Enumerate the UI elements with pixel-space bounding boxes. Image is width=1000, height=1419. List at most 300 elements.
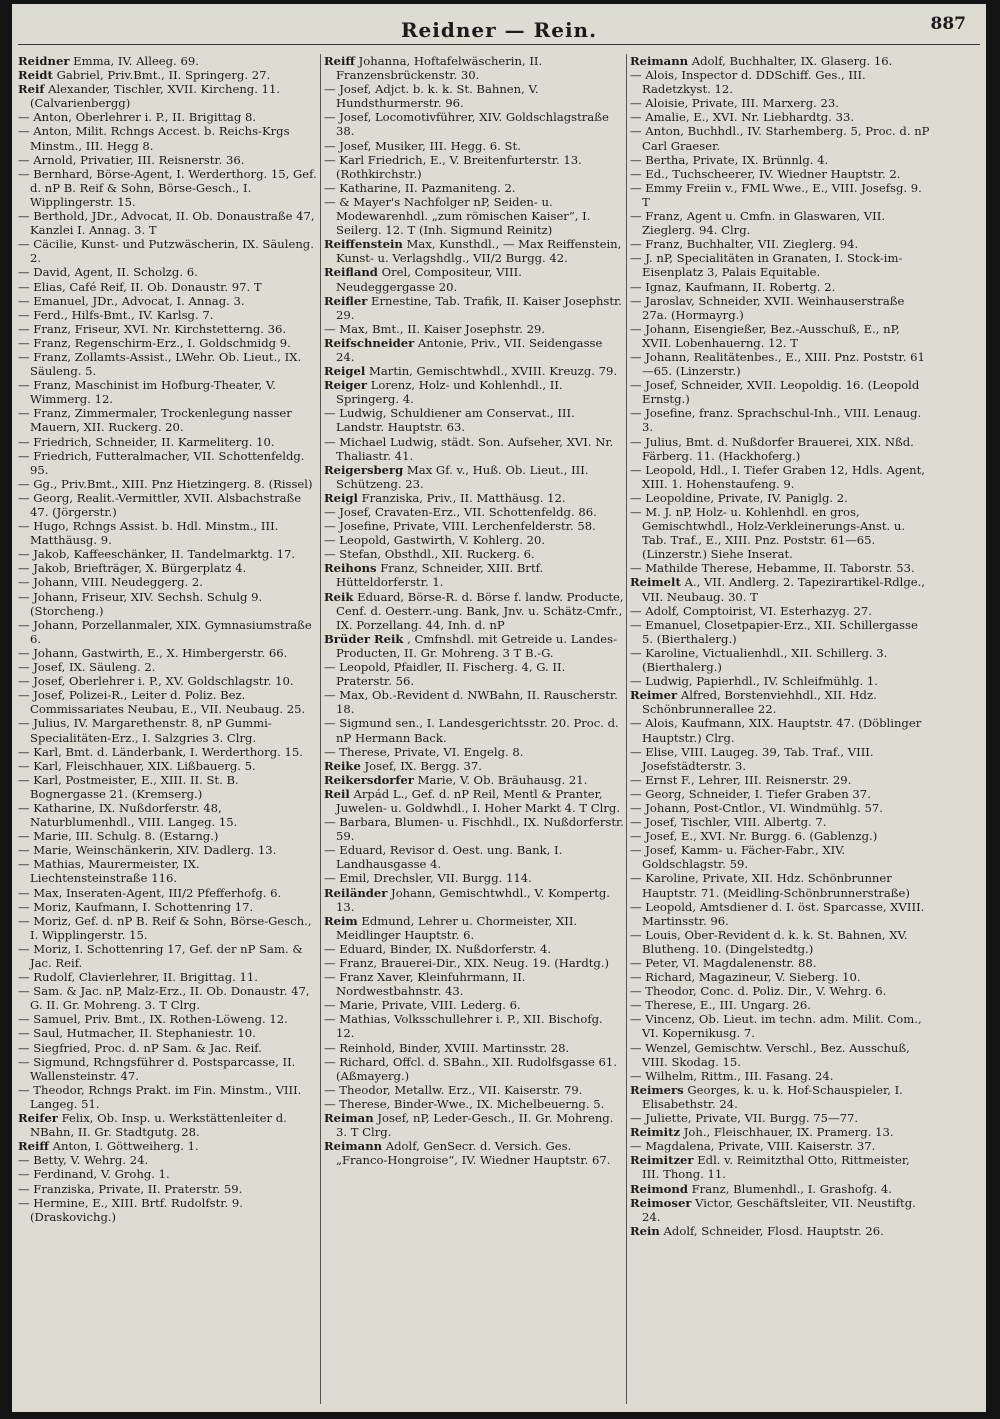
entry-text: — Aloisie, Private, III. Marxerg. 23.: [630, 96, 839, 111]
directory-entry: [324, 632, 624, 660]
directory-entry: [324, 688, 624, 716]
directory-entry: [630, 688, 930, 716]
directory-entry: [324, 406, 624, 434]
entry-text: — Emil, Drechsler, VII. Burgg. 114.: [324, 871, 532, 886]
entry-text: — Marie, Weinschänkerin, XIV. Dadlerg. 13.: [18, 843, 277, 858]
directory-entry: [324, 195, 624, 237]
directory-entry: [324, 1012, 624, 1040]
directory-entry: [18, 449, 318, 477]
directory-entry: [324, 759, 624, 773]
directory-entry: [630, 984, 930, 998]
directory-entry: [18, 773, 318, 801]
entry-text: — Therese, E., III. Ungarg. 26.: [630, 998, 811, 1013]
directory-entry: [18, 1041, 318, 1055]
surname: Reik: [324, 589, 354, 604]
directory-entry: [324, 336, 624, 364]
directory-entry: [630, 491, 930, 505]
directory-entry: [18, 124, 318, 152]
directory-entry: [324, 547, 624, 561]
entry-text: — Emmy Freiin v., FML Wwe., E., VIII. Josefsg. 9. T: [630, 180, 922, 209]
entry-text: — Theodor, Metallw. Erz., VII. Kaiserstr. 79.: [324, 1082, 583, 1097]
entry-text: — Betty, V. Wehrg. 24.: [18, 1153, 149, 1168]
surname: Reigl: [324, 490, 358, 505]
directory-entry: [18, 857, 318, 885]
directory-entry: [630, 646, 930, 674]
directory-entry: [18, 900, 318, 914]
directory-entry: [18, 1182, 318, 1196]
directory-entry: [18, 378, 318, 406]
entry-text: Franz, Blumenhdl., I. Grashofg. 4.: [691, 1181, 892, 1196]
entry-text: Edl. v. Reimitzthal Otto, Rittmeister, III. Thong. 11.: [642, 1153, 910, 1182]
directory-entry: [18, 1083, 318, 1111]
entry-text: Marie, V. Ob. Bräuhausg. 21.: [417, 772, 588, 787]
entry-text: Emma, IV. Alleeg. 69.: [73, 54, 199, 68]
entry-text: Orel, Compositeur, VIII. Neudeggergasse 20.: [336, 265, 522, 294]
entry-text: Edmund, Lehrer u. Chormeister, XII. Meidlinger Hauptstr. 6.: [336, 913, 578, 942]
directory-entry: [324, 970, 624, 998]
entry-text: — Adolf, Comptoirist, VI. Esterhazyg. 27.: [630, 603, 872, 618]
surname: Reike: [324, 758, 361, 773]
directory-entry: [18, 970, 318, 984]
entry-text: Gabriel, Priv.Bmt., II. Springerg. 27.: [56, 68, 271, 83]
entry-text: — Theodor, Conc. d. Poliz. Dir., V. Wehrg. 6.: [630, 984, 887, 999]
entry-text: — Josef, Polizei-R., Leiter d. Poliz. Bez. Commissariates Neubau, E., VII. Neubaug. 25.: [18, 688, 306, 717]
entry-text: — Johann, Post-Cntlor., VI. Windmühlg. 57.: [630, 800, 883, 815]
directory-entry: [324, 1097, 624, 1111]
directory-entry: [18, 716, 318, 744]
entry-text: — Josefine, franz. Sprachschul-Inh., VIII. Lenaug. 3.: [630, 406, 922, 435]
directory-entry: [18, 618, 318, 646]
entry-text: — Max, Ob.-Revident d. NWBahn, II. Rauscherstr. 18.: [324, 688, 618, 717]
directory-entry: [630, 1139, 930, 1153]
directory-entry: [18, 914, 318, 942]
directory-entry: [18, 209, 318, 237]
entry-text: — Josef, Adjct. b. k. k. St. Bahnen, V. Hundsthurmerstr. 96.: [324, 82, 539, 111]
directory-entry: [324, 773, 624, 787]
directory-entry: [18, 82, 318, 110]
entry-text: — Franz, Zollamts-Assist., LWehr. Ob. Lieut., IX. Säuleng. 5.: [18, 349, 302, 379]
entry-text: Antonie, Priv., VII. Seidengasse 24.: [336, 335, 603, 364]
entry-text: Franziska, Priv., II. Matthäusg. 12.: [361, 490, 566, 505]
entry-text: — Gg., Priv.Bmt., XIII. Pnz Hietzingerg. 8. (Rissel): [18, 476, 313, 491]
entry-text: Max Gf. v., Huß. Ob. Lieut., III. Schützeng. 23.: [336, 462, 589, 491]
entry-text: — Josef, IX. Säuleng. 2.: [18, 660, 156, 675]
directory-entry: [324, 1055, 624, 1083]
directory-entry: [18, 1055, 318, 1083]
entry-text: — Katharine, IX. Nußdorferstr. 48, Naturblumenhdl., VIII. Langeg. 15.: [18, 800, 238, 830]
entry-text: — Wilhelm, Rittm., III. Fasang. 24.: [630, 1068, 834, 1083]
entry-text: — Emanuel, Closetpapier-Erz., XII. Schillergasse 5. (Bierthalerg.): [630, 617, 918, 646]
entry-text: — Mathias, Maurermeister, IX. Liechtensteinstraße 116.: [18, 857, 200, 886]
entry-text: — Ferdinand, V. Grohg. 1.: [18, 1167, 170, 1182]
directory-entry: [324, 787, 624, 815]
entry-text: — Leopold, Gastwirth, V. Kohlerg. 20.: [324, 533, 546, 548]
column-divider: [320, 54, 321, 1404]
entry-text: — Samuel, Priv. Bmt., IX. Rothen-Löweng. 12.: [18, 1012, 288, 1027]
entry-text: — Bernhard, Börse-Agent, I. Werderthorg. 15, Gef. d. nP B. Reif & Sohn, Börse-Gesch., I. Wipplingerstr. 15.: [18, 166, 317, 209]
directory-entry: [630, 322, 930, 350]
surname: Reikersdorfer: [324, 772, 414, 787]
directory-entry: [324, 294, 624, 322]
entry-text: — Sam. & Jac. nP, Malz-Erz., II. Ob. Donaustr. 47, G. II. Gr. Mohreng. 3. T Clrg.: [18, 984, 310, 1013]
surname: Reimitz: [630, 1125, 681, 1140]
entry-text: — Josef, Cravaten-Erz., VII. Schottenfeldg. 86.: [324, 505, 597, 519]
entry-text: — & Mayer's Nachfolger nP, Seiden- u. Modewarenhdl. „zum römischen Kaiser“, I. Seilerg. 12. T (Inh. Sigmund Reinitz): [324, 194, 591, 238]
surname: Reigersberg: [324, 462, 404, 477]
entry-text: Max, Kunsthdl., — Max Reiffenstein, Kunst- u. Verlagshdlg., VII/2 Burgg. 42.: [336, 237, 622, 266]
entry-text: — Josef, Locomotivführer, XIV. Goldschlagstraße 38.: [324, 110, 609, 139]
directory-entry: [630, 1224, 930, 1238]
entry-text: — David, Agent, II. Scholzg. 6.: [18, 265, 198, 280]
directory-entry: [324, 561, 624, 589]
directory-entry: [18, 660, 318, 674]
directory-entry: [324, 1041, 624, 1055]
directory-entry: [324, 716, 624, 744]
entry-text: Johanna, Hoftafelwäscherin, II. Franzensbrückenstr. 30.: [336, 54, 543, 83]
entry-text: — Josef, Musiker, III. Hegg. 6. St.: [324, 138, 521, 153]
entry-text: — Vincenz, Ob. Lieut. im techn. adm. Milit. Com., VI. Kopernikusg. 7.: [630, 1012, 922, 1041]
directory-entry: [324, 1083, 624, 1097]
directory-entry: [630, 68, 930, 96]
directory-entry: [18, 745, 318, 759]
entry-text: — Leopold, Amtsdiener d. I. öst. Sparcasse, XVIII. Martinsstr. 96.: [630, 899, 925, 928]
entry-text: — Siegfried, Proc. d. nP Sam. & Jac. Reif.: [18, 1040, 262, 1055]
directory-entry: [630, 280, 930, 294]
entry-text: — Richard, Offcl. d. SBahn., XII. Rudolfsgasse 61. (Aßmayerg.): [324, 1054, 617, 1083]
directory-entry: [324, 660, 624, 688]
entry-text: — Karl, Fleischhauer, XIX. Lißbauerg. 5.: [18, 758, 256, 773]
entry-text: — Bertha, Private, IX. Brünnlg. 4.: [630, 152, 829, 167]
directory-entry: [630, 294, 930, 322]
entry-text: — Franz, Maschinist im Hofburg-Theater, V. Wimmerg. 12.: [18, 378, 276, 407]
directory-entry: [630, 829, 930, 843]
surname: Reimer: [630, 688, 678, 703]
directory-entry: [324, 956, 624, 970]
entry-text: — Mathias, Volksschullehrer i. P., XII. Bischofg. 12.: [324, 1012, 603, 1041]
directory-entry: [324, 914, 624, 942]
directory-entry: [630, 153, 930, 167]
running-title: Reidner — Rein.: [400, 18, 598, 42]
directory-entry: [630, 1153, 930, 1181]
directory-entry: [630, 815, 930, 829]
directory-entry: [630, 998, 930, 1012]
directory-entry: [630, 181, 930, 209]
entry-text: — Amalie, E., XVI. Nr. Liebhardtg. 33.: [630, 110, 855, 125]
entry-text: — Julius, Bmt. d. Nußdorfer Brauerei, XIX. Nßd. Färberg. 11. (Hackhoferg.): [630, 434, 914, 463]
directory-entry: [18, 984, 318, 1012]
entry-text: — Karl Friedrich, E., V. Breitenfurterstr. 13. (Rothkirchstr.): [324, 152, 582, 181]
directory-entry: [18, 688, 318, 716]
directory-entry: [630, 350, 930, 378]
entry-text: — Anton, Milit. Rchngs Accest. b. Reichs-Krgs Minstm., III. Hegg 8.: [18, 124, 290, 153]
directory-entry: [630, 167, 930, 181]
directory-entry: [630, 251, 930, 279]
entry-text: — Anton, Buchhdl., IV. Starhemberg. 5, Proc. d. nP Carl Graeser.: [630, 124, 930, 153]
entry-text: — Elias, Café Reif, II. Ob. Donaustr. 97. T: [18, 279, 262, 294]
directory-entry: [18, 1196, 318, 1224]
directory-entry: [18, 237, 318, 265]
directory-page: [12, 4, 986, 1412]
surname: Reiffenstein: [324, 237, 403, 252]
surname: Rein: [630, 1223, 660, 1238]
entry-text: — Johann, Realitätenbes., E., XIII. Pnz. Poststr. 61—65. (Linzerstr.): [630, 349, 925, 379]
directory-entry: [324, 237, 624, 265]
entry-text: — Jaroslav, Schneider, XVII. Weinhauserstraße 27a. (Hormayrg.): [630, 293, 905, 322]
entry-text: — Friedrich, Schneider, II. Karmeliterg. 10.: [18, 434, 275, 449]
entry-text: — Michael Ludwig, städt. Son. Aufseher, XVI. Nr. Thaliastr. 41.: [324, 434, 614, 463]
directory-entry: [18, 1153, 318, 1167]
directory-entry: [324, 745, 624, 759]
entry-text: Ernestine, Tab. Trafik, II. Kaiser Josephstr. 29.: [336, 293, 622, 322]
surname: Reiff: [18, 1139, 49, 1154]
directory-entry: [18, 68, 318, 82]
entry-text: — Richard, Magazineur, V. Sieberg. 10.: [630, 970, 861, 985]
entry-text: — Hugo, Rchngs Assist. b. Hdl. Minstm., III. Matthäusg. 9.: [18, 519, 279, 548]
surname: Reiff: [324, 54, 355, 68]
entry-text: — Saul, Hutmacher, II. Stephaniestr. 10.: [18, 1026, 256, 1041]
directory-entry: [324, 1111, 624, 1139]
entry-text: — Barbara, Blumen- u. Fischhdl., IX. Nußdorferstr. 59.: [324, 815, 624, 844]
directory-entry: [324, 463, 624, 491]
entry-text: — M. J. nP, Holz- u. Kohlenhdl. en gros, Gemischtwhdl., Holz-Verkleinerungs-Anst. u. Tab. Traf., E., XIII. Pnz. Poststr. 61—65. (Linzerstr.) Siehe Inserat.: [630, 505, 906, 562]
directory-entry: [630, 787, 930, 801]
surname: Brüder Reik: [324, 631, 404, 646]
directory-entry: [18, 590, 318, 618]
directory-entry: [18, 435, 318, 449]
directory-entry: [630, 900, 930, 928]
directory-entry: [324, 1139, 624, 1167]
surname: Reidner: [18, 54, 70, 68]
page-number: 887: [930, 14, 966, 34]
surname: Reifschneider: [324, 335, 415, 350]
surname: Reifler: [324, 293, 368, 308]
directory-entry: [324, 153, 624, 181]
entry-text: — Ludwig, Schuldiener am Conservat., III. Landstr. Hauptstr. 63.: [324, 406, 575, 435]
directory-entry: [324, 886, 624, 914]
surname: Reiländer: [324, 885, 388, 900]
entry-text: — Ignaz, Kaufmann, II. Robertg. 2.: [630, 279, 836, 294]
surname: Reifer: [18, 1111, 58, 1126]
entry-text: — Franz, Agent u. Cmfn. in Glaswaren, VII. Zieglerg. 94. Clrg.: [630, 209, 886, 238]
surname: Reiger: [324, 378, 368, 393]
surname: Reimann: [630, 54, 689, 68]
entry-text: — Ernst F., Lehrer, III. Reisnerstr. 29.: [630, 772, 852, 787]
entry-text: — Alois, Inspector d. DDSchiff. Ges., III. Radetzkyst. 12.: [630, 68, 866, 97]
directory-entry: [630, 773, 930, 787]
surname: Reimers: [630, 1082, 684, 1097]
entry-text: — Ferd., Hilfs-Bmt., IV. Karlsg. 7.: [18, 307, 214, 322]
entry-text: — Karl, Postmeister, E., XIII. II. St. B. Bognergasse 21. (Kremserg.): [18, 772, 239, 801]
entry-text: — Berthold, JDr., Advocat, II. Ob. Donaustraße 47, Kanzlei I. Annag. 3. T: [18, 209, 315, 238]
entry-text: — Franziska, Private, II. Praterstr. 59.: [18, 1181, 243, 1196]
entry-text: — Franz, Zimmermaler, Trockenlegung nasser Mauern, XII. Ruckerg. 20.: [18, 406, 292, 435]
directory-entry: [18, 942, 318, 970]
directory-entry: [324, 181, 624, 195]
entry-text: — Louis, Ober-Revident d. k. k. St. Bahnen, XV. Blutheng. 10. (Dingelstedtg.): [630, 927, 908, 956]
directory-entry: [630, 970, 930, 984]
entry-text: — Josef, Tischler, VIII. Albertg. 7.: [630, 815, 827, 830]
entry-text: Alexander, Tischler, XVII. Kircheng. 11. (Calvarienbergg): [30, 82, 281, 111]
directory-entry: [18, 153, 318, 167]
entry-text: — Katharine, II. Pazmaniteng. 2.: [324, 180, 516, 195]
directory-entry: [630, 928, 930, 956]
directory-entry: [324, 998, 624, 1012]
entry-text: — Moriz, Kaufmann, I. Schottenring 17.: [18, 899, 254, 914]
surname: Reimann: [324, 1139, 383, 1154]
directory-entry: [630, 604, 930, 618]
column-right: [630, 54, 930, 1404]
directory-entry: [630, 124, 930, 152]
directory-entry: [18, 575, 318, 589]
header-rule: [18, 44, 980, 45]
directory-entry: [630, 1012, 930, 1040]
entry-text: — Ed., Tuchscheerer, IV. Wiedner Hauptstr. 2.: [630, 166, 901, 181]
column-divider: [626, 54, 627, 1404]
directory-entry: [324, 435, 624, 463]
directory-entry: [324, 815, 624, 843]
entry-text: — Peter, VI. Magdalenenstr. 88.: [630, 956, 817, 970]
directory-entry: [18, 646, 318, 660]
entry-text: — Leopoldine, Private, IV. Paniglg. 2.: [630, 490, 848, 505]
entry-text: — Franz, Regenschirm-Erz., I. Goldschmidg 9.: [18, 335, 291, 350]
directory-entry: [630, 1196, 930, 1224]
directory-entry: [324, 871, 624, 885]
surname: Reigel: [324, 364, 366, 379]
entry-text: — Franz Xaver, Kleinfuhrmann, II. Nordwestbahnstr. 43.: [324, 970, 526, 999]
entry-text: Anton, I. Göttweiherg. 1.: [52, 1139, 199, 1154]
entry-text: Lorenz, Holz- und Kohlenhdl., II. Springerg. 4.: [336, 378, 563, 407]
directory-entry: [18, 1111, 318, 1139]
entry-text: — Max, Inseraten-Agent, III/2 Pfefferhofg. 6.: [18, 885, 282, 900]
directory-entry: [630, 745, 930, 773]
directory-entry: [630, 801, 930, 815]
surname: Reifland: [324, 265, 378, 280]
directory-entry: [630, 505, 930, 561]
directory-entry: [18, 561, 318, 575]
entry-text: — Marie, III. Schulg. 8. (Estarng.): [18, 829, 219, 844]
entry-text: — Karl, Bmt. d. Länderbank, I. Werderthorg. 15.: [18, 744, 303, 759]
directory-entry: [630, 1182, 930, 1196]
directory-entry: [18, 336, 318, 350]
entry-text: — Hermine, E., XIII. Brtf. Rudolfstr. 9. (Draskovichg.): [18, 1195, 243, 1224]
page-header: [12, 12, 986, 46]
entry-text: — Georg, Schneider, I. Tiefer Graben 37.: [630, 786, 871, 801]
directory-entry: [18, 801, 318, 829]
directory-entry: [18, 759, 318, 773]
directory-entry: [324, 505, 624, 519]
entry-text: Franz, Schneider, XIII. Brtf. Hütteldorferstr. 1.: [336, 561, 544, 590]
entry-text: Alfred, Borstenviehhdl., XII. Hdz. Schönbrunnerallee 22.: [642, 688, 877, 717]
entry-text: — Franz, Buchhalter, VII. Zieglerg. 94.: [630, 237, 859, 252]
entry-text: — Mathilde Therese, Hebamme, II. Taborstr. 53.: [630, 561, 915, 576]
directory-entry: [18, 54, 318, 68]
directory-entry: [18, 1012, 318, 1026]
entry-text: A., VII. Andlerg. 2. Tapezirartikel-Rdlge., VII. Neubaug. 30. T: [642, 575, 925, 604]
entry-text: — Moriz, Gef. d. nP B. Reif & Sohn, Börse-Gesch., I. Wipplingerstr. 15.: [18, 913, 312, 942]
directory-entry: [324, 378, 624, 406]
directory-entry: [18, 886, 318, 900]
surname: Reimitzer: [630, 1153, 694, 1168]
directory-entry: [630, 435, 930, 463]
directory-entry: [630, 463, 930, 491]
entry-text: — Ludwig, Papierhdl., IV. Schleifmühlg. 1.: [630, 674, 878, 689]
directory-entry: [18, 519, 318, 547]
entry-text: — Juliette, Private, VII. Burgg. 75—77.: [630, 1111, 859, 1126]
entry-text: — Leopold, Pfaidler, II. Fischerg. 4, G. II. Praterstr. 56.: [324, 660, 566, 689]
entry-text: — Johann, Eisengießer, Bez.-Ausschuß, E., nP, XVII. Lobenhauerng. 12. T: [630, 321, 900, 350]
entry-text: — Cäcilie, Kunst- und Putzwäscherin, IX. Säuleng. 2.: [18, 237, 314, 266]
entry-text: — Marie, Private, VIII. Lederg. 6.: [324, 998, 521, 1013]
entry-text: Josef, nP, Leder-Gesch., II. Gr. Mohreng. 3. T Clrg.: [336, 1111, 614, 1140]
entry-text: — Max, Bmt., II. Kaiser Josephstr. 29.: [324, 321, 546, 336]
directory-entry: [18, 829, 318, 843]
column-left: [18, 54, 318, 1404]
directory-entry: [324, 942, 624, 956]
entry-text: Josef, IX. Bergg. 37.: [364, 758, 482, 773]
directory-entry: [630, 843, 930, 871]
directory-entry: [18, 477, 318, 491]
directory-entry: [324, 322, 624, 336]
directory-entry: [324, 533, 624, 547]
directory-entry: [18, 674, 318, 688]
entry-text: Adolf, GenSecr. d. Versich. Ges. „Franco-Hongroise“, IV. Wiedner Hauptstr. 67.: [336, 1139, 611, 1168]
entry-text: — Eduard, Revisor d. Oest. ung. Bank, I. Landhausgasse 4.: [324, 843, 563, 872]
entry-text: — Jakob, Kaffeeschänker, II. Tandelmarktg. 17.: [18, 547, 296, 562]
entry-text: Adolf, Buchhalter, IX. Glaserg. 16.: [691, 54, 893, 68]
entry-text: — Julius, IV. Margarethenstr. 8, nP Gummi-Specialitäten-Erz., I. Salzgries 3. Clrg.: [18, 716, 272, 745]
directory-entry: [18, 547, 318, 561]
directory-entry: [630, 209, 930, 237]
surname: Reim: [324, 913, 358, 928]
entry-text: — Anton, Oberlehrer i. P., II. Brigittag 8.: [18, 110, 257, 125]
surname: Reif: [18, 82, 45, 97]
entry-text: — Josef, E., XVI. Nr. Burgg. 6. (Gablenzg.): [630, 829, 878, 844]
directory-entry: [630, 1125, 930, 1139]
directory-entry: [18, 491, 318, 519]
entry-text: Georges, k. u. k. Hof-Schauspieler, I. Elisabethstr. 24.: [642, 1082, 903, 1111]
entry-text: Martin, Gemischtwhdl., XVIII. Kreuzg. 79.: [369, 364, 618, 379]
entry-text: Victor, Geschäftsleiter, VII. Neustiftg. 24.: [642, 1195, 916, 1224]
entry-text: — Friedrich, Futteralmacher, VII. Schottenfeldg. 95.: [18, 448, 305, 477]
entry-text: — Franz, Brauerei-Dir., XIX. Neug. 19. (Hardtg.): [324, 956, 610, 970]
directory-entry: [324, 110, 624, 138]
surname: Reil: [324, 786, 350, 801]
entry-text: Joh., Fleischhauer, IX. Pramerg. 13.: [683, 1125, 894, 1140]
directory-entry: [630, 1041, 930, 1069]
directory-entry: [18, 110, 318, 124]
directory-entry: [630, 96, 930, 110]
entry-text: — Josef, Oberlehrer i. P., XV. Goldschlagstr. 10.: [18, 674, 294, 689]
entry-text: — Therese, Private, VI. Engelg. 8.: [324, 744, 524, 759]
surname: Reimelt: [630, 575, 681, 590]
entry-text: — Johann, Porzellanmaler, XIX. Gymnasiumstraße 6.: [18, 617, 312, 646]
directory-entry: [630, 618, 930, 646]
directory-entry: [324, 843, 624, 871]
entry-text: — Arnold, Privatier, III. Reisnerstr. 36.: [18, 152, 245, 167]
entry-text: — Leopold, Hdl., I. Tiefer Graben 12, Hdls. Agent, XIII. 1. Hohenstaufeng. 9.: [630, 462, 925, 491]
entry-text: — Georg, Realit.-Vermittler, XVII. Alsbachstraße 47. (Jörgerstr.): [18, 490, 302, 519]
directory-entry: [18, 1167, 318, 1181]
entry-text: — Wenzel, Gemischtw. Verschl., Bez. Ausschuß, VIII. Skodag. 15.: [630, 1040, 910, 1069]
directory-entry: [630, 716, 930, 744]
directory-entry: [18, 322, 318, 336]
entry-text: — Theodor, Rchngs Prakt. im Fin. Minstm., VIII. Langeg. 51.: [18, 1082, 302, 1111]
entry-text: Felix, Ob. Insp. u. Werkstättenleiter d. NBahn, II. Gr. Stadtgutg. 28.: [30, 1111, 287, 1140]
directory-entry: [630, 1111, 930, 1125]
directory-entry: [324, 364, 624, 378]
directory-entry: [18, 1139, 318, 1153]
directory-entry: [18, 350, 318, 378]
